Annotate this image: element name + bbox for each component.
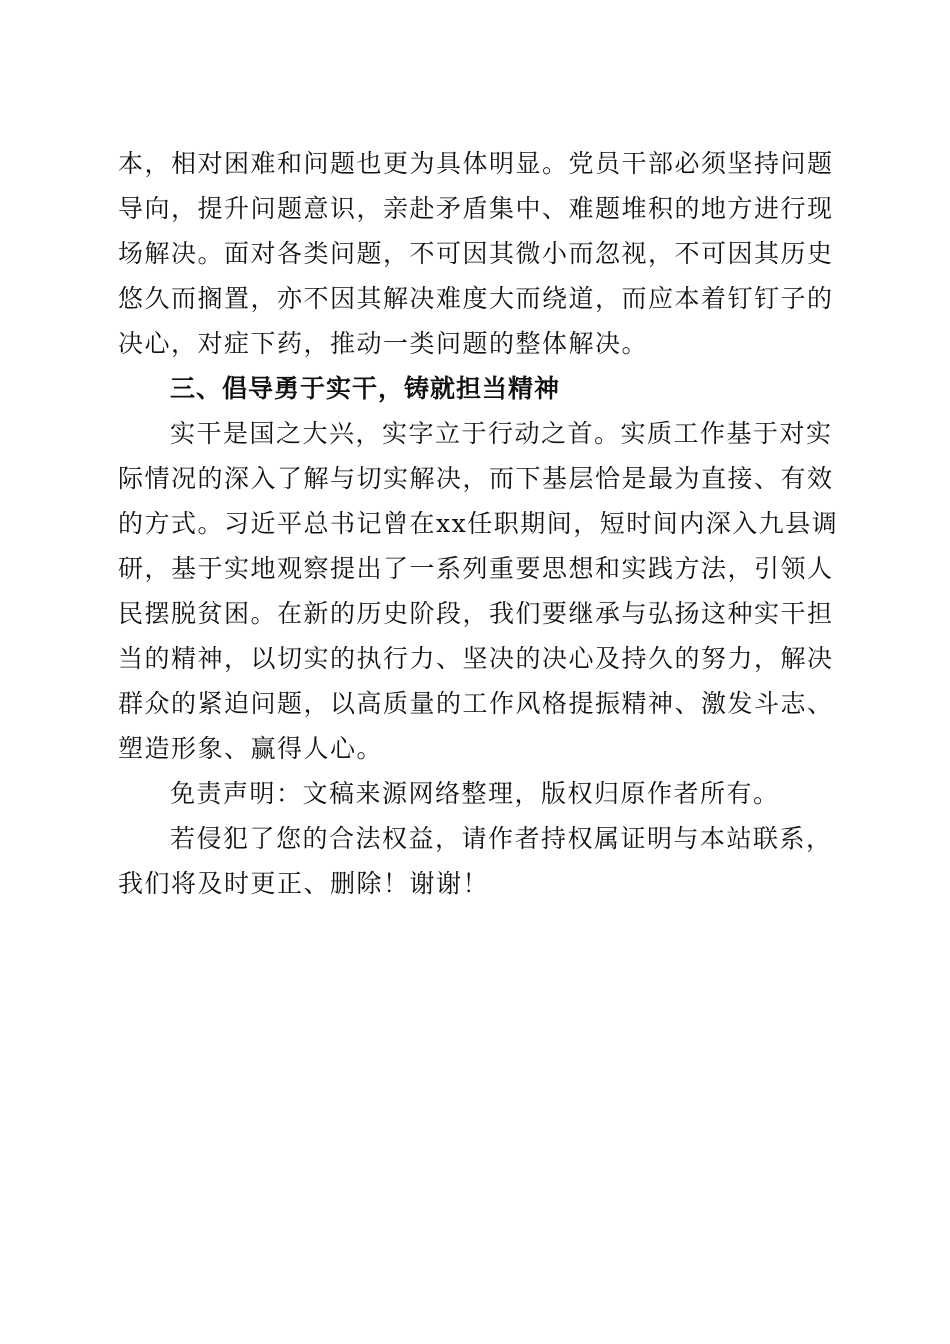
paragraph-line: 我们将及时更正、删除！谢谢！ [118,869,490,898]
contact-notice-paragraph [118,816,833,906]
paragraph-line: 决心，对症下药，推动一类问题的整体解决。 [118,329,649,358]
paragraph-line: 本，相对困难和问题也更为具体明显。党员干部必须坚持问题 [118,149,834,178]
paragraph-line: 群众的紧迫问题，以高质量的工作风格提振精神、激发斗志、 [118,689,834,718]
paragraph-line: 免责声明：文稿来源网络整理，版权归原作者所有。 [170,779,780,808]
paragraph-continuation [118,141,834,366]
paragraph-line: 若侵犯了您的合法权益，请作者持权属证明与本站联系， [170,824,833,853]
paragraph-line: 民摆脱贫困。在新的历史阶段，我们要继承与弘扬这种实干担 [118,599,834,628]
paragraph-line: 的方式。习近平总书记曾在xx任职期间，短时间内深入九县调 [118,509,839,538]
paragraph-line: 场解决。面对各类问题，不可因其微小而忽视，不可因其历史 [118,239,834,268]
paragraph-line: 研，基于实地观察提出了一系列重要思想和实践方法，引领人 [118,554,834,583]
paragraph-line: 实干是国之大兴，实字立于行动之首。实质工作基于对实 [170,419,833,448]
paragraph-line: 当的精神，以切实的执行力、坚决的决心及持久的努力，解决 [118,644,834,673]
paragraph-line: 塑造形象、赢得人心。 [118,734,384,763]
section-heading: 三、倡导勇于实干，铸就担当精神 [170,374,561,403]
paragraph-line: 际情况的深入了解与切实解决，而下基层恰是最为直接、有效 [118,464,834,493]
document-body [118,141,839,906]
paragraph-practical-work [118,411,839,771]
paragraph-line: 导向，提升问题意识，亲赴矛盾集中、难题堆积的地方进行现 [118,194,834,223]
paragraph-line: 悠久而搁置，亦不因其解决难度大而绕道，而应本着钉钉子的 [118,284,834,313]
disclaimer-paragraph [118,771,830,816]
